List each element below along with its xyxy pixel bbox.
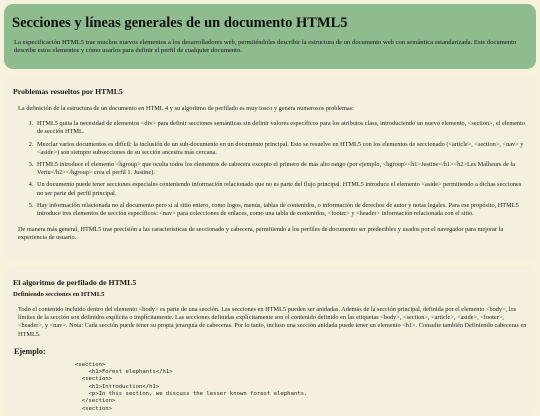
list-item: 5. Hay información relacionada no al documento pero sí al sitio entero, como logos, menús, tablas de contenidos, o información de derechos de autor y notas legales. Para ese propósito, HTML5 introduce tres elementos de sección específicos: <nav> para colecciones de enlaces, como una tabla de contenidos, <footer> y <header> información relacionada con el sitio. [35,202,527,218]
page-description: La especificación HTML5 trae muchos nuevos elementos a los desarrolladores web, permiténdoles describir la estructura de un documento web con semántica estandarizada. Este documento describe estos elementos y cómo usarlos para definir el perfil de cualquier documento. [14,39,517,55]
code-example: <section> <h1>Forest elephants</h1> <section> <h1>Introduction</h1> <p>In this section, we discuss the lesser known forest elephants. </section> <section> [75,361,308,412]
page-title: Secciones y líneas generales de un documento HTML5 [12,15,348,31]
problems-section [4,76,536,259]
problems-list [13,120,527,218]
algorithm-section [4,266,536,416]
list-item: 4. Un documento puede tener secciones especiales conteniendo información relacionado que no es parte del flujo principal. HTML5 introduce el elemento <aside> permitiendo a dichas secciones no ser parte del perfil principal. [35,181,527,197]
problems-intro: La definición de la estructura de un documento en HTML 4 y su algoritmo de perfilado es muy tosco y genera numerosos problemas: [18,105,354,112]
list-item: 1. HTML5 quita la necesidad de elementos <div> para definir secciones semánticas sin definir valores específicos para los atributos class, introduciendo un nuevo elemento, <section>, el elemento de sección HTML. [35,120,527,136]
algorithm-title: El algoritmo de perfilado de HTML5 [13,278,137,287]
page-header [4,4,536,69]
algorithm-subtitle: Definiendo secciones en HTML5 [13,291,105,298]
list-item: 2. Mezclar varios documentos es difícil: la inclusión de un sub-documento en un documento principal. Esto se resuelve en HTML5 con los elementos de seccionado (<article>, <section>, <nav> y <aside>) son siempre subsecciones de su sección ancestra más cercana. [35,141,527,157]
list-item: 3. HTML5 introduce el elemento <hgroup> que oculta todos los elementos de cabecera excepto el primero de más alto rango (por ejemplo, <hgroup><h1>Justine</h1><h2>Les Malheurs de la Vertu</h2></hgroup> crea el perfil 1. Justine). [35,161,527,177]
algorithm-body: Todo el contenido incluido dentro del elemento <body> es parte de una sección. Las secciones en HTML5 pueden ser anidadas. Además de la sección principal, definida por el elemento <body>, los límites de la sección son definidos explícita o implícitamente. Las secciones definidas explícitamente son el contenido definido en las etiquetas <body>, <section>, <article>, <aside>, <footer>, <header>, y <nav>. Nota: Cada sección puede tener su propia jerarquía de cabeceras. Por lo tanto, incluso una sección anidada puede tener un elemento <h1>. Consulte también Definiendo cabeceras en HTML5. [18,306,527,338]
problems-title: Problemas resueltos por HTML5 [13,87,123,96]
problems-closing: De manera más general, HTML5 trae precisión a las características de seccionado y cabecera, permitiendo a los perfiles de documento ser predecibles y usados por el navegador para mejorar la experiencia de usuario. [18,226,504,242]
example-title: Ejemplo: [14,346,46,356]
